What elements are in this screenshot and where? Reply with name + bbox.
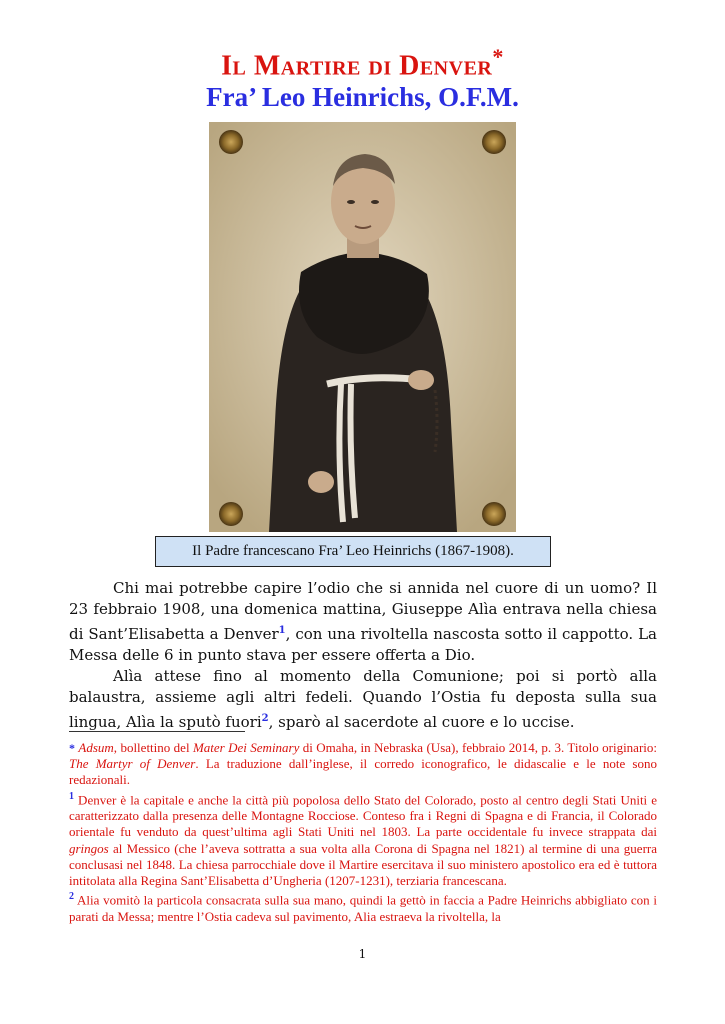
title-text: Il Martire di Denver bbox=[221, 50, 493, 82]
footnote-ref: 1 bbox=[278, 625, 286, 636]
footnote-italic: The Martyr of Denver bbox=[69, 756, 196, 772]
footnote-text: di Omaha, in Nebraska (Usa), febbraio 2014, p. 3. Titolo originario: bbox=[299, 740, 658, 755]
page-number: 1 bbox=[358, 947, 367, 961]
footnote-mark: 1 bbox=[69, 790, 74, 802]
footnote-text: . La traduzione dall’inglese, il corredo iconografico, le didascalie e le note sono redazionali. bbox=[69, 756, 657, 788]
photo-caption: Il Padre francescano Fra’ Leo Heinrichs (1867-1908). bbox=[155, 536, 551, 567]
footnote-italic: Adsum bbox=[78, 740, 114, 755]
article-body bbox=[69, 578, 657, 733]
footnote-italic: gringos bbox=[69, 840, 109, 856]
page-subtitle: Fra’ Leo Heinrichs, O.F.M. bbox=[206, 82, 519, 112]
footnote-divider bbox=[69, 731, 245, 732]
footnote-1 bbox=[69, 789, 657, 890]
page-title bbox=[0, 44, 725, 82]
footnote-text: , bollettino del bbox=[113, 740, 193, 755]
footnote-italic: Mater Dei Seminary bbox=[192, 740, 300, 755]
footnote-mark: 2 bbox=[69, 891, 74, 903]
paragraph-text: , con una rivoltella nascosta sotto il cappotto. La Messa delle 6 in punto stava per essere offerta a Dio. bbox=[69, 625, 657, 664]
footnote-0 bbox=[69, 740, 657, 789]
footnote-text: Denver è la capitale e anche la città più popolosa dello Stato del Colorado, posto al centro degli Stati Uniti e caratterizzato dalla presenza delle Montagne Rocciose. Conteso fra i Regni di Spagna e di Francia, il Colorado orientale fu venduto da quest’ultima agli Stati Uniti nel 1803. La parte occidentale fu invece strappata dai bbox=[69, 791, 657, 840]
portrait-photo bbox=[209, 122, 516, 532]
footnote-mark: * bbox=[69, 741, 75, 755]
paragraph-text: , sparò al sacerdote al cuore e lo uccise. bbox=[268, 713, 575, 731]
footnotes bbox=[69, 740, 657, 925]
title-footnote-mark: * bbox=[492, 44, 504, 69]
footnote-text: al Messico (che l’aveva sottratta a sua volta alla Corona di Spagna nel 1821) al termine di una guerra conclusasi nel 1848. La chiesa parrocchiale dove il Martire esercitava il suo ministero apostolico era ed è tuttora intitolata alla Regina Sant’Elisabetta d’Ungheria (1207-1231), terziaria francescana. bbox=[69, 840, 657, 888]
paragraph-text: Chi mai potrebbe capire l’odio che si annida nel cuore di un uomo? Il 23 febbraio 1908, una domenica mattina, Giuseppe Alìa entrava nella chiesa di Sant’Elisabetta a Denver bbox=[69, 579, 657, 643]
paragraph bbox=[69, 578, 657, 666]
footnote-ref: 2 bbox=[261, 713, 269, 724]
footnote-text: Alia vomitò la particola consacrata sulla sua mano, quindi la gettò in faccia a Padre Heinrichs abbigliato con i parati da Messa; mentre l’Ostia cadeva sul pavimento, Alia estraeva la rivoltella, la bbox=[69, 892, 657, 924]
footnote-2 bbox=[69, 889, 657, 925]
paragraph bbox=[69, 666, 657, 733]
paragraph-text: Alìa attese fino al momento della Comunione; poi si portò alla balaustra, assieme agli altri fedeli. Quando l’Ostia fu deposta sulla sua lingua, Alìa la sputò fuori bbox=[69, 667, 657, 731]
portrait-illustration bbox=[209, 122, 516, 532]
